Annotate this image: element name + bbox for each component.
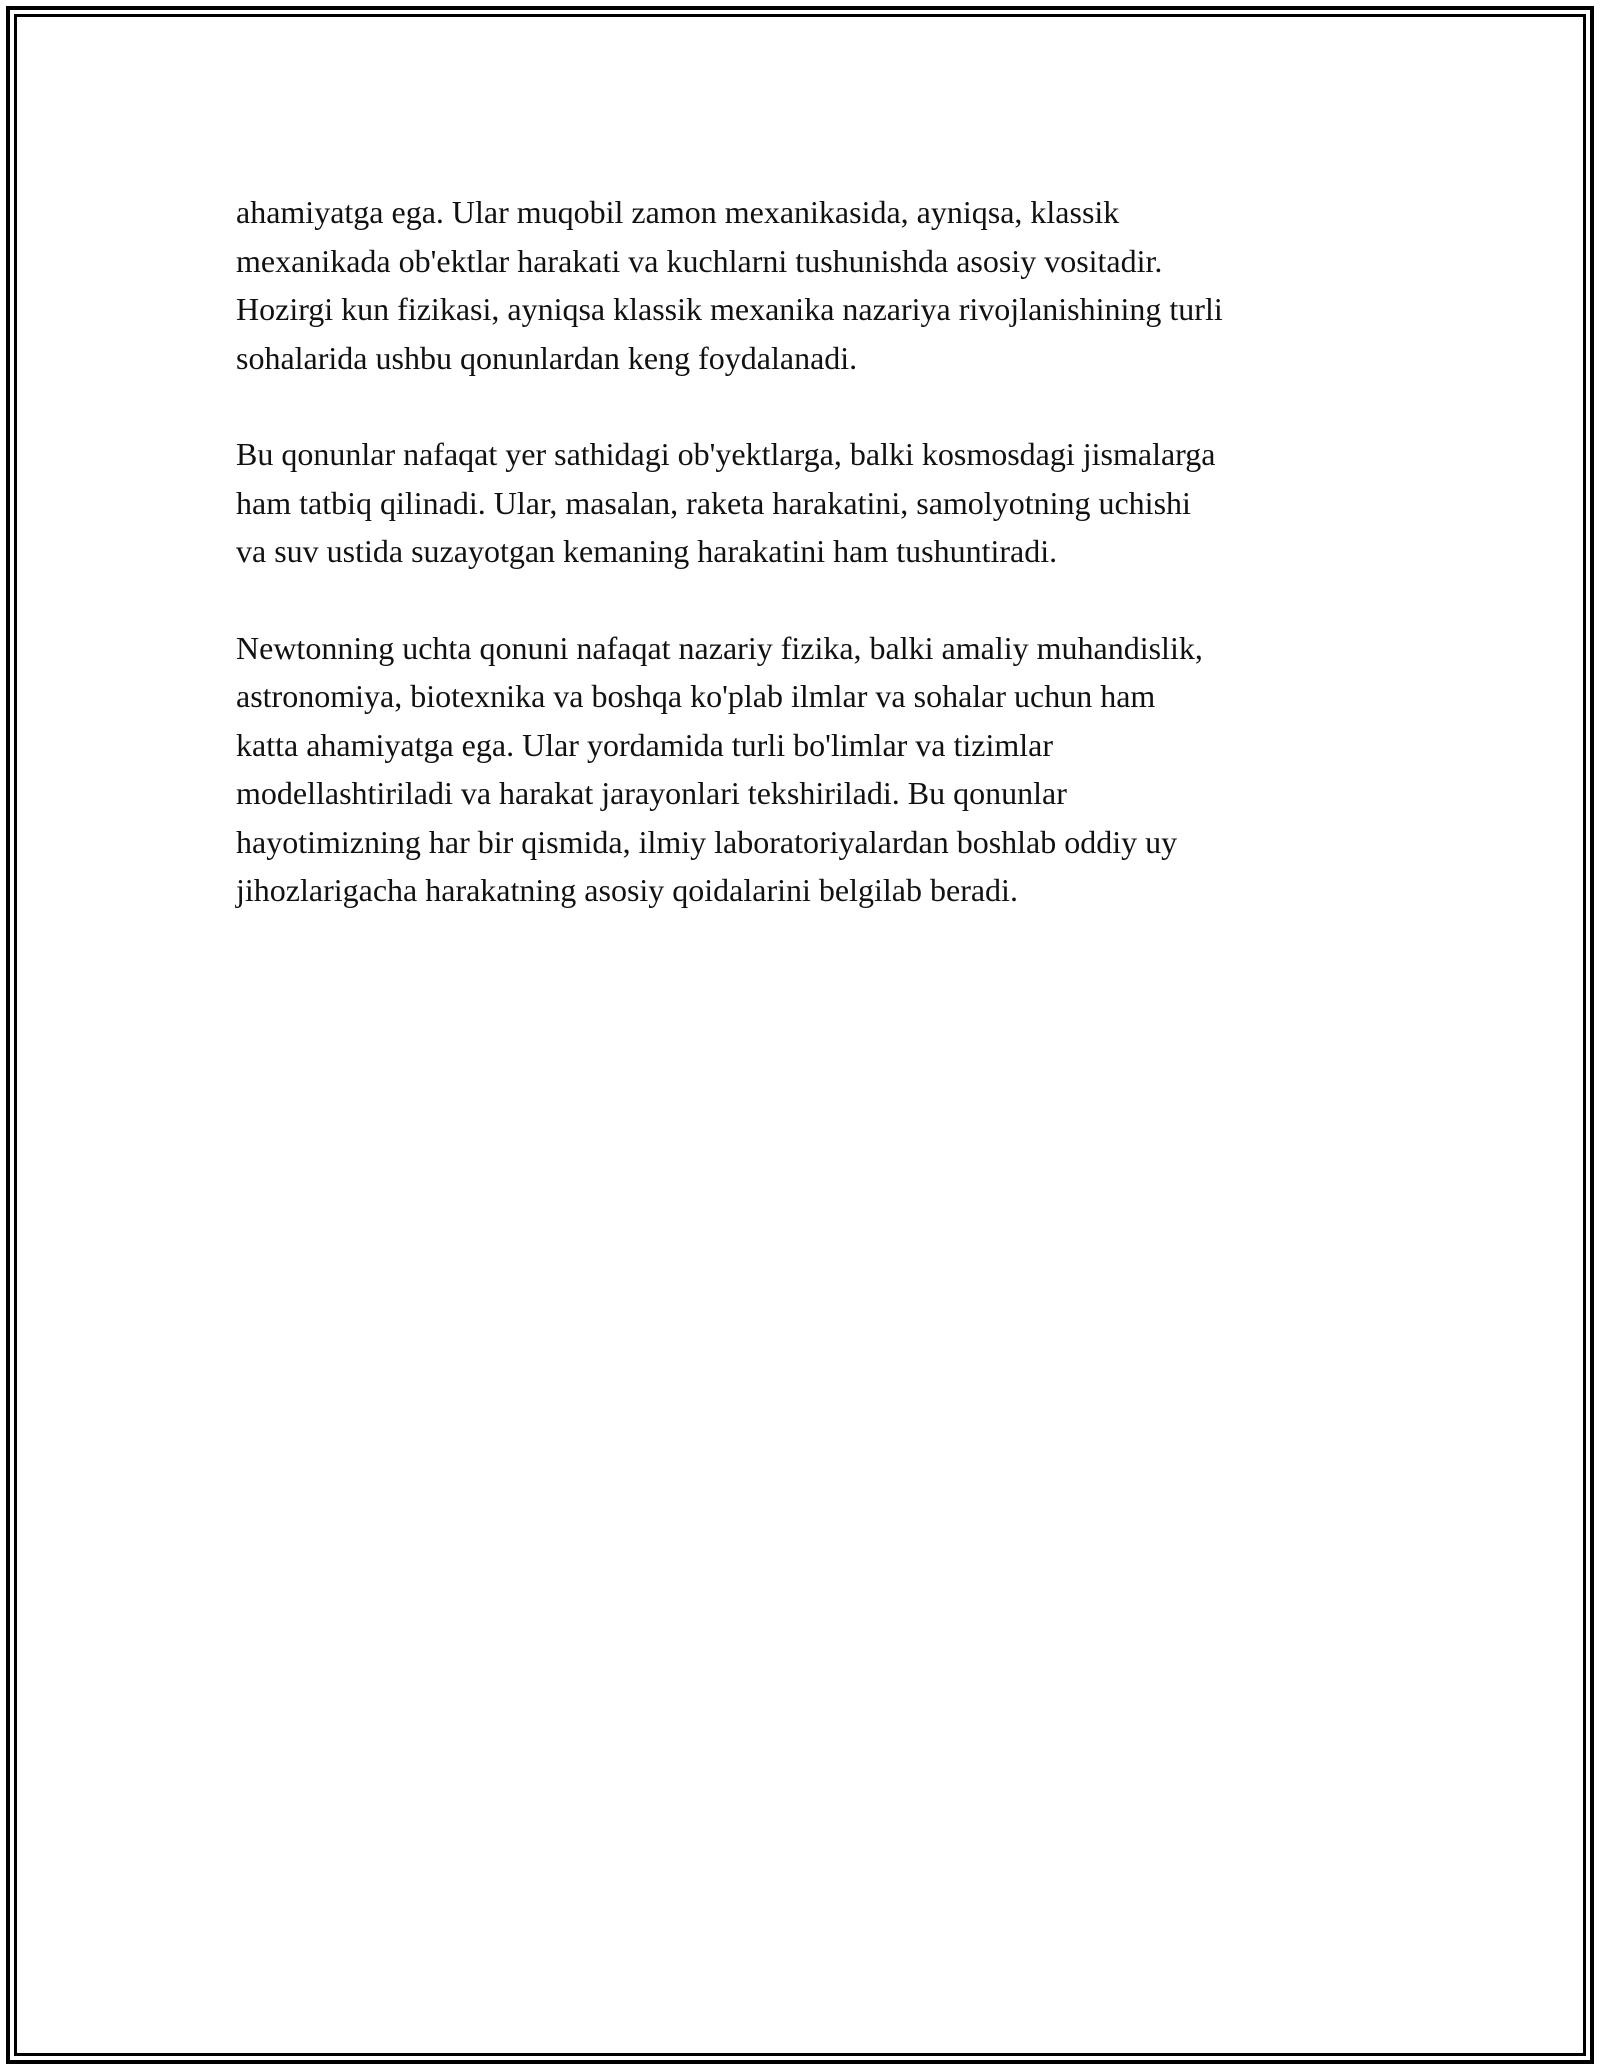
paragraph-1 <box>236 188 1386 382</box>
text-line: ham tatbiq qilinadi. Ular, masalan, raketa harakatini, samolyotning uchishi <box>236 484 1191 521</box>
text-line: katta ahamiyatga ega. Ular yordamida turli bo'limlar va tizimlar <box>236 726 1054 763</box>
text-line: astronomiya, biotexnika va boshqa ko'plab ilmlar va sohalar uchun ham <box>236 678 1156 714</box>
document-body <box>236 188 1386 963</box>
paragraph-2 <box>236 430 1386 576</box>
text-line: ahamiyatga ega. Ular muqobil zamon mexanikasida, ayniqsa, klassik <box>236 194 1120 230</box>
paragraph-3 <box>236 624 1386 915</box>
text-line: va suv ustida suzayotgan kemaning harakatini ham tushuntiradi. <box>236 533 1058 569</box>
text-line: modellashtiriladi va harakat jarayonlari tekshiriladi. Bu qonunlar <box>236 775 1067 811</box>
text-line: hayotimizning har bir qismida, ilmiy laboratoriyalardan boshlab oddiy uy <box>236 823 1178 860</box>
text-line: Hozirgi kun fizikasi, ayniqsa klassik mexanika nazariya rivojlanishining turli <box>236 291 1223 327</box>
text-line: sohalarida ushbu qonunlardan keng foydalanadi. <box>236 339 858 376</box>
text-line: Bu qonunlar nafaqat yer sathidagi ob'yektlarga, balki kosmosdagi jismalarga <box>236 436 1216 472</box>
text-line: jihozlarigacha harakatning asosiy qoidalarini belgilab beradi. <box>236 872 1018 908</box>
text-line: mexanikada ob'ektlar harakati va kuchlarni tushunishda asosiy vositadir. <box>236 242 1163 279</box>
text-line: Newtonning uchta qonuni nafaqat nazariy fizika, balki amaliy muhandislik, <box>236 629 1203 666</box>
